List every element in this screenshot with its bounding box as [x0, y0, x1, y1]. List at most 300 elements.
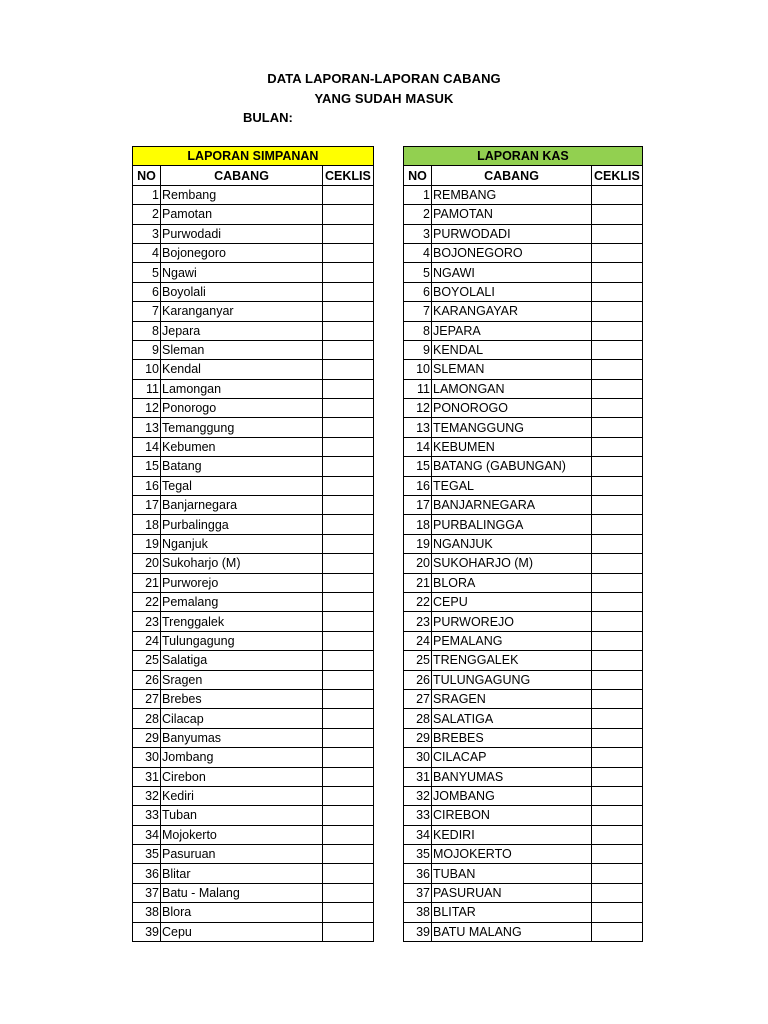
checklist-cell[interactable] [323, 786, 374, 805]
table-row [133, 767, 374, 786]
row-number: 8 [133, 321, 161, 340]
row-number: 36 [404, 864, 432, 883]
branch-name: MOJOKERTO [432, 845, 592, 864]
row-number: 32 [133, 786, 161, 805]
row-number: 22 [404, 592, 432, 611]
row-number: 17 [404, 496, 432, 515]
row-number: 24 [404, 631, 432, 650]
checklist-cell[interactable] [323, 243, 374, 262]
column-header-no: NO [404, 166, 432, 185]
table-row [404, 437, 643, 456]
row-number: 25 [404, 651, 432, 670]
branch-name: KEBUMEN [432, 437, 592, 456]
row-number: 6 [404, 282, 432, 301]
checklist-cell[interactable] [592, 573, 643, 592]
kas-table-title: LAPORAN KAS [404, 147, 643, 166]
checklist-cell[interactable] [592, 496, 643, 515]
checklist-cell[interactable] [323, 457, 374, 476]
table-row [404, 903, 643, 922]
table-row [133, 612, 374, 631]
branch-name: BLORA [432, 573, 592, 592]
checklist-cell[interactable] [592, 534, 643, 553]
row-number: 11 [404, 379, 432, 398]
branch-name: Boyolali [161, 282, 323, 301]
checklist-cell[interactable] [323, 515, 374, 534]
checklist-cell[interactable] [592, 205, 643, 224]
checklist-cell[interactable] [592, 922, 643, 941]
row-number: 5 [404, 263, 432, 282]
branch-name: BOJONEGORO [432, 243, 592, 262]
row-number: 21 [133, 573, 161, 592]
row-number: 37 [404, 883, 432, 902]
row-number: 35 [133, 845, 161, 864]
branch-name: Karanganyar [161, 302, 323, 321]
branch-name: BATU MALANG [432, 922, 592, 941]
checklist-cell[interactable] [592, 806, 643, 825]
row-number: 4 [404, 243, 432, 262]
checklist-cell[interactable] [323, 728, 374, 747]
row-number: 29 [404, 728, 432, 747]
checklist-cell[interactable] [323, 825, 374, 844]
branch-name: TUBAN [432, 864, 592, 883]
row-number: 12 [133, 399, 161, 418]
table-row [133, 321, 374, 340]
table-row [404, 243, 643, 262]
checklist-cell[interactable] [323, 185, 374, 204]
branch-name: BREBES [432, 728, 592, 747]
table-row [404, 205, 643, 224]
table-row [404, 651, 643, 670]
checklist-cell[interactable] [323, 321, 374, 340]
row-number: 7 [404, 302, 432, 321]
checklist-cell[interactable] [592, 263, 643, 282]
checklist-cell[interactable] [323, 670, 374, 689]
row-number: 15 [133, 457, 161, 476]
table-row [133, 496, 374, 515]
simpanan-table [132, 146, 374, 942]
checklist-cell[interactable] [323, 864, 374, 883]
column-header-ceklis: CEKLIS [323, 166, 374, 185]
branch-name: BLITAR [432, 903, 592, 922]
checklist-cell[interactable] [323, 224, 374, 243]
checklist-cell[interactable] [592, 864, 643, 883]
branch-name: CILACAP [432, 748, 592, 767]
branch-name: REMBANG [432, 185, 592, 204]
table-row [133, 243, 374, 262]
row-number: 34 [133, 825, 161, 844]
row-number: 11 [133, 379, 161, 398]
table-row [133, 185, 374, 204]
row-number: 3 [404, 224, 432, 243]
branch-name: Pamotan [161, 205, 323, 224]
table-row [404, 224, 643, 243]
table-row [133, 631, 374, 650]
row-number: 27 [404, 689, 432, 708]
table-row [404, 883, 643, 902]
branch-name: Bojonegoro [161, 243, 323, 262]
table-row [404, 379, 643, 398]
table-row [133, 825, 374, 844]
checklist-cell[interactable] [323, 845, 374, 864]
table-row [133, 302, 374, 321]
table-row [404, 476, 643, 495]
row-number: 28 [133, 709, 161, 728]
table-row [133, 806, 374, 825]
row-number: 5 [133, 263, 161, 282]
branch-name: Banyumas [161, 728, 323, 747]
checklist-cell[interactable] [592, 457, 643, 476]
branch-name: Cirebon [161, 767, 323, 786]
table-row [133, 263, 374, 282]
row-number: 38 [133, 903, 161, 922]
branch-name: Temanggung [161, 418, 323, 437]
branch-name: BANJARNEGARA [432, 496, 592, 515]
row-number: 2 [404, 205, 432, 224]
row-number: 21 [404, 573, 432, 592]
table-row [133, 360, 374, 379]
row-number: 20 [404, 554, 432, 573]
branch-name: PURBALINGGA [432, 515, 592, 534]
branch-name: TRENGGALEK [432, 651, 592, 670]
checklist-cell[interactable] [323, 282, 374, 301]
checklist-cell[interactable] [592, 360, 643, 379]
row-number: 30 [404, 748, 432, 767]
row-number: 12 [404, 399, 432, 418]
branch-name: SUKOHARJO (M) [432, 554, 592, 573]
row-number: 19 [404, 534, 432, 553]
table-row [133, 592, 374, 611]
table-row [404, 709, 643, 728]
checklist-cell[interactable] [592, 321, 643, 340]
checklist-cell[interactable] [592, 767, 643, 786]
branch-name: BOYOLALI [432, 282, 592, 301]
checklist-cell[interactable] [592, 651, 643, 670]
document-title: DATA LAPORAN-LAPORAN CABANG [267, 71, 501, 86]
checklist-cell[interactable] [323, 476, 374, 495]
branch-name: NGAWI [432, 263, 592, 282]
checklist-cell[interactable] [592, 243, 643, 262]
branch-name: PURWODADI [432, 224, 592, 243]
table-row [133, 515, 374, 534]
table-row [404, 515, 643, 534]
branch-name: JEPARA [432, 321, 592, 340]
checklist-cell[interactable] [592, 631, 643, 650]
checklist-cell[interactable] [323, 903, 374, 922]
checklist-cell[interactable] [592, 883, 643, 902]
row-number: 31 [133, 767, 161, 786]
table-row [133, 903, 374, 922]
table-row [133, 748, 374, 767]
row-number: 1 [404, 185, 432, 204]
branch-name: Tuban [161, 806, 323, 825]
table-row [404, 728, 643, 747]
checklist-cell[interactable] [323, 651, 374, 670]
checklist-cell[interactable] [592, 437, 643, 456]
checklist-cell[interactable] [592, 282, 643, 301]
branch-name: TEGAL [432, 476, 592, 495]
row-number: 3 [133, 224, 161, 243]
checklist-cell[interactable] [592, 554, 643, 573]
checklist-cell[interactable] [323, 302, 374, 321]
table-row [404, 360, 643, 379]
table-row [133, 418, 374, 437]
branch-name: PONOROGO [432, 399, 592, 418]
branch-name: Trenggalek [161, 612, 323, 631]
row-number: 35 [404, 845, 432, 864]
table-row [404, 399, 643, 418]
table-row [133, 476, 374, 495]
branch-name: SRAGEN [432, 689, 592, 708]
branch-name: Ngawi [161, 263, 323, 282]
table-row [404, 689, 643, 708]
branch-name: Batu - Malang [161, 883, 323, 902]
checklist-cell[interactable] [592, 786, 643, 805]
table-row [133, 651, 374, 670]
table-row [133, 689, 374, 708]
branch-name: Nganjuk [161, 534, 323, 553]
table-row [404, 786, 643, 805]
checklist-cell[interactable] [323, 631, 374, 650]
row-number: 10 [404, 360, 432, 379]
row-number: 26 [133, 670, 161, 689]
branch-name: TEMANGGUNG [432, 418, 592, 437]
checklist-cell[interactable] [323, 573, 374, 592]
table-row [133, 709, 374, 728]
table-row [404, 592, 643, 611]
row-number: 28 [404, 709, 432, 728]
row-number: 32 [404, 786, 432, 805]
branch-name: Cilacap [161, 709, 323, 728]
table-row [404, 340, 643, 359]
table-row [133, 224, 374, 243]
table-row [404, 922, 643, 941]
checklist-cell[interactable] [323, 612, 374, 631]
table-row [404, 845, 643, 864]
branch-name: TULUNGAGUNG [432, 670, 592, 689]
checklist-cell[interactable] [592, 670, 643, 689]
table-row [404, 806, 643, 825]
branch-name: PAMOTAN [432, 205, 592, 224]
row-number: 16 [404, 476, 432, 495]
checklist-cell[interactable] [592, 612, 643, 631]
branch-name: KARANGAYAR [432, 302, 592, 321]
branch-name: Purwodadi [161, 224, 323, 243]
row-number: 26 [404, 670, 432, 689]
table-row [133, 457, 374, 476]
table-row [133, 340, 374, 359]
table-row [133, 670, 374, 689]
checklist-cell[interactable] [592, 689, 643, 708]
row-number: 9 [404, 340, 432, 359]
branch-name: PEMALANG [432, 631, 592, 650]
checklist-cell[interactable] [592, 709, 643, 728]
branch-name: Pemalang [161, 592, 323, 611]
row-number: 33 [404, 806, 432, 825]
checklist-cell[interactable] [323, 418, 374, 437]
checklist-cell[interactable] [592, 476, 643, 495]
branch-name: Kediri [161, 786, 323, 805]
row-number: 4 [133, 243, 161, 262]
branch-name: SALATIGA [432, 709, 592, 728]
row-number: 2 [133, 205, 161, 224]
checklist-cell[interactable] [323, 922, 374, 941]
row-number: 14 [404, 437, 432, 456]
row-number: 38 [404, 903, 432, 922]
table-row [404, 631, 643, 650]
table-row [133, 437, 374, 456]
checklist-cell[interactable] [323, 534, 374, 553]
table-row [133, 864, 374, 883]
table-row [404, 612, 643, 631]
row-number: 13 [133, 418, 161, 437]
branch-name: Mojokerto [161, 825, 323, 844]
branch-name: Sleman [161, 340, 323, 359]
table-row [404, 767, 643, 786]
table-row [404, 534, 643, 553]
table-row [133, 399, 374, 418]
simpanan-table-title: LAPORAN SIMPANAN [133, 147, 374, 166]
branch-name: Brebes [161, 689, 323, 708]
checklist-cell[interactable] [323, 496, 374, 515]
column-header-no: NO [133, 166, 161, 185]
table-row [404, 263, 643, 282]
row-number: 29 [133, 728, 161, 747]
row-number: 27 [133, 689, 161, 708]
row-number: 23 [133, 612, 161, 631]
row-number: 7 [133, 302, 161, 321]
row-number: 22 [133, 592, 161, 611]
row-number: 9 [133, 340, 161, 359]
branch-name: JOMBANG [432, 786, 592, 805]
table-row [133, 728, 374, 747]
branch-name: Blora [161, 903, 323, 922]
branch-name: PASURUAN [432, 883, 592, 902]
row-number: 10 [133, 360, 161, 379]
checklist-cell[interactable] [323, 379, 374, 398]
branch-name: KENDAL [432, 340, 592, 359]
checklist-cell[interactable] [323, 263, 374, 282]
checklist-cell[interactable] [592, 592, 643, 611]
branch-name: SLEMAN [432, 360, 592, 379]
row-number: 19 [133, 534, 161, 553]
table-row [404, 670, 643, 689]
table-row [404, 457, 643, 476]
checklist-cell[interactable] [592, 418, 643, 437]
table-row [133, 883, 374, 902]
checklist-cell[interactable] [323, 592, 374, 611]
checklist-cell[interactable] [592, 224, 643, 243]
checklist-cell[interactable] [323, 554, 374, 573]
branch-name: Blitar [161, 864, 323, 883]
branch-name: Tulungagung [161, 631, 323, 650]
branch-name: PURWOREJO [432, 612, 592, 631]
table-row [404, 864, 643, 883]
branch-name: BANYUMAS [432, 767, 592, 786]
row-number: 18 [404, 515, 432, 534]
row-number: 39 [133, 922, 161, 941]
checklist-cell[interactable] [592, 825, 643, 844]
checklist-cell[interactable] [592, 748, 643, 767]
document-subtitle: YANG SUDAH MASUK [314, 91, 454, 106]
table-row [404, 748, 643, 767]
checklist-cell[interactable] [592, 399, 643, 418]
table-row [133, 922, 374, 941]
checklist-cell[interactable] [323, 689, 374, 708]
table-row [404, 573, 643, 592]
checklist-cell[interactable] [592, 903, 643, 922]
checklist-cell[interactable] [592, 728, 643, 747]
branch-name: Ponorogo [161, 399, 323, 418]
row-number: 34 [404, 825, 432, 844]
branch-name: Banjarnegara [161, 496, 323, 515]
branch-name: CEPU [432, 592, 592, 611]
checklist-cell[interactable] [592, 340, 643, 359]
table-row [133, 554, 374, 573]
branch-name: Salatiga [161, 651, 323, 670]
table-row [404, 282, 643, 301]
table-row [404, 418, 643, 437]
row-number: 14 [133, 437, 161, 456]
checklist-cell[interactable] [592, 185, 643, 204]
branch-name: LAMONGAN [432, 379, 592, 398]
checklist-cell[interactable] [323, 883, 374, 902]
table-row [404, 321, 643, 340]
checklist-cell[interactable] [592, 379, 643, 398]
row-number: 39 [404, 922, 432, 941]
branch-name: Purworejo [161, 573, 323, 592]
table-row [133, 573, 374, 592]
table-row [133, 845, 374, 864]
column-header-ceklis: CEKLIS [592, 166, 643, 185]
branch-name: Rembang [161, 185, 323, 204]
checklist-cell[interactable] [323, 437, 374, 456]
checklist-cell[interactable] [323, 806, 374, 825]
row-number: 17 [133, 496, 161, 515]
row-number: 33 [133, 806, 161, 825]
branch-name: Jepara [161, 321, 323, 340]
checklist-cell[interactable] [592, 845, 643, 864]
checklist-cell[interactable] [323, 748, 374, 767]
row-number: 20 [133, 554, 161, 573]
row-number: 31 [404, 767, 432, 786]
checklist-cell[interactable] [592, 302, 643, 321]
row-number: 8 [404, 321, 432, 340]
row-number: 16 [133, 476, 161, 495]
branch-name: Sukoharjo (M) [161, 554, 323, 573]
checklist-cell[interactable] [323, 340, 374, 359]
branch-name: Lamongan [161, 379, 323, 398]
checklist-cell[interactable] [592, 515, 643, 534]
checklist-cell[interactable] [323, 767, 374, 786]
row-number: 36 [133, 864, 161, 883]
row-number: 25 [133, 651, 161, 670]
checklist-cell[interactable] [323, 205, 374, 224]
branch-name: Tegal [161, 476, 323, 495]
branch-name: NGANJUK [432, 534, 592, 553]
branch-name: Kebumen [161, 437, 323, 456]
row-number: 13 [404, 418, 432, 437]
kas-table [403, 146, 643, 942]
branch-name: KEDIRI [432, 825, 592, 844]
checklist-cell[interactable] [323, 709, 374, 728]
checklist-cell[interactable] [323, 399, 374, 418]
row-number: 24 [133, 631, 161, 650]
month-label: BULAN: [243, 110, 293, 125]
table-row [133, 379, 374, 398]
branch-name: Jombang [161, 748, 323, 767]
checklist-cell[interactable] [323, 360, 374, 379]
column-header-cabang: CABANG [161, 166, 323, 185]
